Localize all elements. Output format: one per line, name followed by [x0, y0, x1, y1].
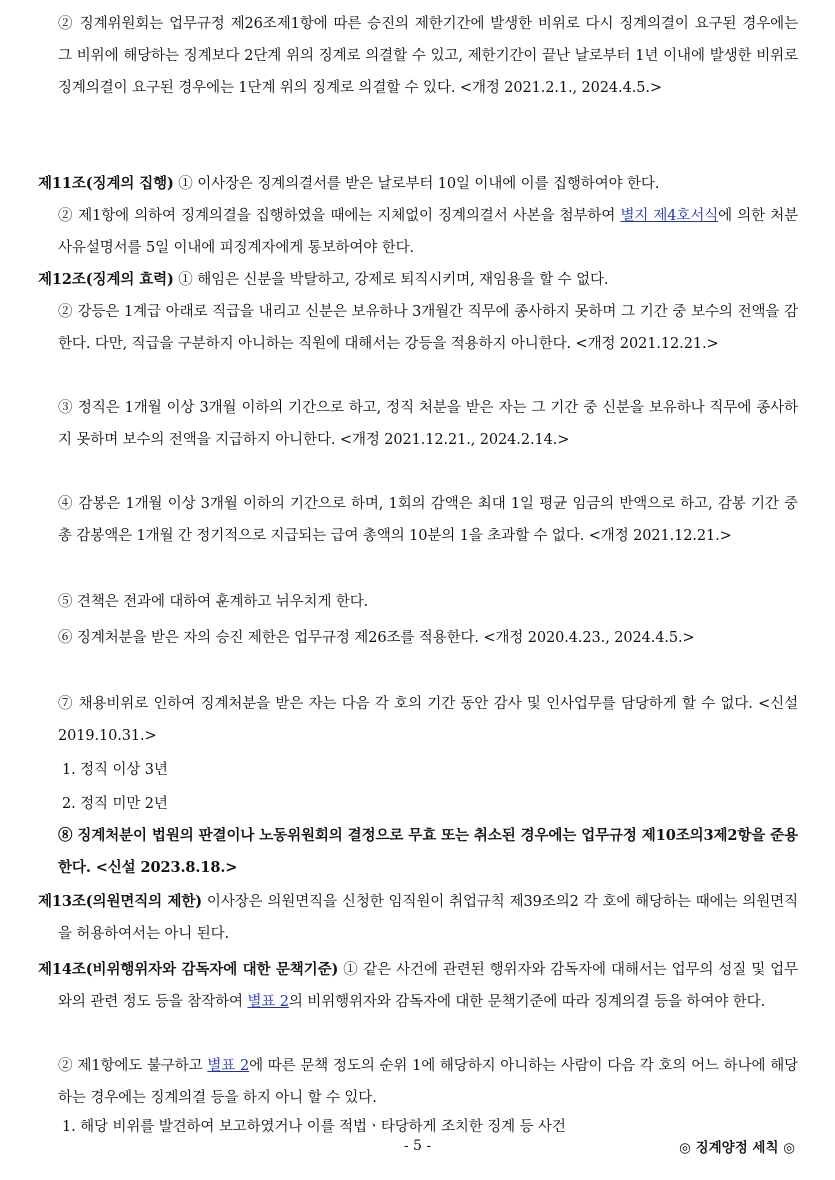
form-4-link[interactable]: 별지 제4호서식	[620, 208, 719, 224]
paragraph-art12-8	[58, 820, 798, 884]
article-title: 제11조(징계의 집행)	[38, 175, 174, 192]
paragraph-text: ⑤ 견책은 전과에 대하여 훈계하고 뉘우치게 한다.	[58, 594, 369, 610]
paragraph-art12-7	[58, 688, 798, 752]
article-text: 이사장은 의원면직을 신청한 임직원이 취업규칙 제39조의2 각 호에 해당하는 때에는 의원면직을 허용하여서는 아니 된다.	[58, 894, 798, 942]
document-title: ◎ 징계양정 세칙 ◎	[679, 1140, 795, 1156]
list-item-text: 2. 정직 미만 2년	[62, 796, 168, 812]
article-13	[38, 886, 798, 950]
paragraph-text: ③ 정직은 1개월 이상 3개월 이하의 기간으로 하고, 정직 처분을 받은 자는 그 기간 중 신분을 보유하나 직무에 종사하지 못하며 보수의 전액을 지급하지 아니한다. <개정 2021.12.21., 2024.2.14.>	[58, 400, 798, 448]
paragraph-text: 에 따른 문책 정도의 순위 1에 해당하지 아니하는 사람이 다음 각 호의 어느 하나에 해당하는 경우에는 징계의결 등을 하지 아니 할 수 있다.	[58, 1058, 799, 1106]
paragraph-text: ② 제1항에도 불구하고	[58, 1058, 208, 1074]
article-title: 제13조(의원면직의 제한)	[38, 893, 203, 910]
article-text: ① 해임은 신분을 박탈하고, 강제로 퇴직시키며, 재임용을 할 수 없다.	[173, 272, 609, 288]
paragraph-art11-2	[58, 200, 798, 264]
paragraph-text: ② 제1항에 의하여 징계의결을 집행하였을 때에는 지체없이 징계의결서 사본을 첨부하여	[58, 208, 621, 224]
paragraph-text: ⑥ 징계처분을 받은 자의 승진 제한은 업무규정 제26조를 적용한다. <개정 2020.4.23., 2024.4.5.>	[58, 630, 695, 646]
paragraph-art12-5	[58, 586, 798, 618]
paragraph-text: ② 강등은 1계급 아래로 직급을 내리고 신분은 보유하나 3개월간 직무에 종사하지 못하며 그 기간 중 보수의 전액을 감한다. 다만, 직급을 구분하지 아니하는 직원에 대해서는 강등을 적용하지 아니한다. <개정 2021.12.21.>	[58, 304, 798, 352]
article-11	[38, 168, 798, 200]
paragraph-art12-6	[58, 622, 798, 654]
list-item	[62, 788, 792, 820]
table-2-link[interactable]: 별표 2	[207, 1058, 250, 1074]
paragraph-text: ⑦ 채용비위로 인하여 징계처분을 받은 자는 다음 각 호의 기간 동안 감사 및 인사업무를 담당하게 할 수 없다. <신설 2019.10.31.>	[58, 696, 798, 744]
paragraph-text: ② 징계위원회는 업무규정 제26조제1항에 따른 승진의 제한기간에 발생한 비위로 다시 징계의결이 요구된 경우에는 그 비위에 해당하는 징계보다 2단계 위의 징계로 의결할 수 있고, 제한기간이 끝난 날로부터 1년 이내에 발생한 비위로 징계의결이 요구된 경우에는 1단계 위의 징계로 의결할 수 있다. <개정 2021.2.1., 2024.4.5.>	[58, 16, 798, 96]
article-text: ① 이사장은 징계의결서를 받은 날로부터 10일 이내에 이를 집행하여야 한다.	[173, 176, 660, 192]
paragraph-text: 에 의한 처분사유설명서를 5일 이내에 피징계자에게 통보하여야 한다.	[58, 208, 799, 256]
article-12	[38, 264, 798, 296]
list-item	[62, 754, 792, 786]
paragraph-art12-4	[58, 488, 798, 552]
paragraph-text: ⑧ 징계처분이 법원의 판결이나 노동위원회의 결정으로 무효 또는 취소된 경우에는 업무규정 제10조의3제2항을 준용한다. <신설 2023.8.18.>	[58, 827, 798, 876]
table-2-link[interactable]: 별표 2	[247, 994, 289, 1010]
article-text: 의 비위행위자와 감독자에 대한 문책기준에 따라 징계의결 등을 하여야 한다.	[288, 994, 766, 1010]
article-title: 제12조(징계의 효력)	[38, 271, 174, 288]
paragraph-art12-2	[58, 296, 798, 360]
list-item-text: 1. 해당 비위를 발견하여 보고하였거나 이를 적법ㆍ타당하게 조치한 징계 등 사건	[62, 1119, 566, 1135]
page-number: - 5 -	[403, 1138, 432, 1154]
paragraph-text: ④ 감봉은 1개월 이상 3개월 이하의 기간으로 하며, 1회의 감액은 최대 1일 평균 임금의 반액으로 하고, 감봉 기간 중 총 감봉액은 1개월 간 정기적으로 지급되는 급여 총액의 10분의 1을 초과할 수 없다. <개정 2021.12.21.>	[58, 496, 798, 544]
list-item-text: 1. 정직 이상 3년	[62, 762, 168, 778]
paragraph-art10-2	[58, 8, 798, 104]
article-text: ① 같은 사건에 관련된 행위자와 감독자에 대해서는 업무의 성질 및 업무와의 관련 정도 등을 참작하여	[58, 962, 798, 1010]
paragraph-art14-2	[58, 1050, 798, 1114]
paragraph-art12-3	[58, 392, 798, 456]
article-title: 제14조(비위행위자와 감독자에 대한 문책기준)	[38, 961, 339, 978]
article-14	[38, 954, 798, 1018]
